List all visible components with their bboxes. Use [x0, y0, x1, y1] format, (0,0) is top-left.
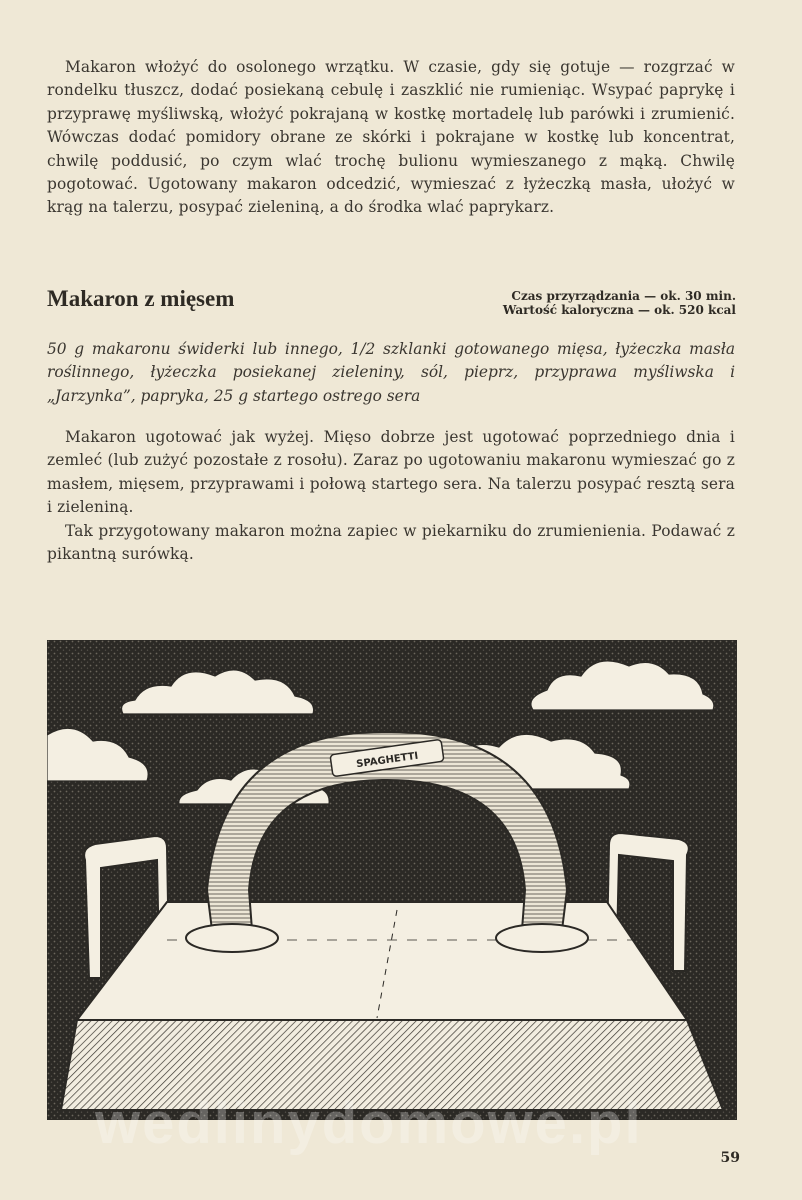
instructions-paragraph-1: Makaron ugotować jak wyżej. Mięso dobrze jest ugotować poprzedniego dnia i zemleć (lub zużyć pozostałe z rosołu). Zaraz po ugotowaniu makaronu wymieszać go z masłem, mięsem, przyprawami i połową startego sera. Na talerzu posypać resztą sera i zieleniną. [47, 428, 735, 517]
recipe-meta [503, 289, 736, 317]
page-number: 59 [720, 1150, 740, 1166]
watermark: wedlinydomowe.pl [95, 1091, 643, 1156]
tablecloth-top [77, 902, 687, 1020]
plate-right [496, 924, 588, 952]
sign-label: SPAGHETTI [355, 750, 419, 771]
prep-time: Czas przyrządzania — ok. 30 min. [511, 289, 736, 303]
recipe-title: Makaron z mięsem [47, 286, 235, 311]
spaghetti-arch-illustration [47, 640, 737, 1120]
instructions-paragraph-2: Tak przygotowany makaron można zapiec w piekarniku do zrumienienia. Podawać z pikantną surówką. [47, 522, 735, 564]
calories: Wartość kaloryczna — ok. 520 kcal [502, 303, 736, 317]
plate-left [186, 924, 278, 952]
intro-paragraph: Makaron włożyć do osolonego wrzątku. W czasie, gdy się gotuje — rozgrzać w rondelku tłuszcz, dodać posiekaną cebulę i zaszklić nie rumieniąc. Wsypać paprykę i przyprawę myśliwską, włożyć pokrajaną w kostkę mortadelę lub parówki i zrumienić. Wówczas dodać pomidory obrane ze skórki i pokrajane w kostkę lub koncentrat, chwilę poddusić, po czym wlać trochę bulionu wymieszanego z mąką. Chwilę pogotować. Ugotowany makaron odcedzić, wymieszać z łyżeczką masła, ułożyć w krąg na talerzu, posypać zieleniną, a do środka wlać paprykarz. [47, 58, 735, 217]
ingredients-list: 50 g makaronu świderki lub innego, 1/2 szklanki gotowanego mięsa, łyżeczka masła roślinnego, łyżeczka posiekanej zieleniny, sól, pieprz, przyprawa myśliwska i „Jarzynka”, papryka, 25 g startego ostrego sera [47, 340, 735, 405]
